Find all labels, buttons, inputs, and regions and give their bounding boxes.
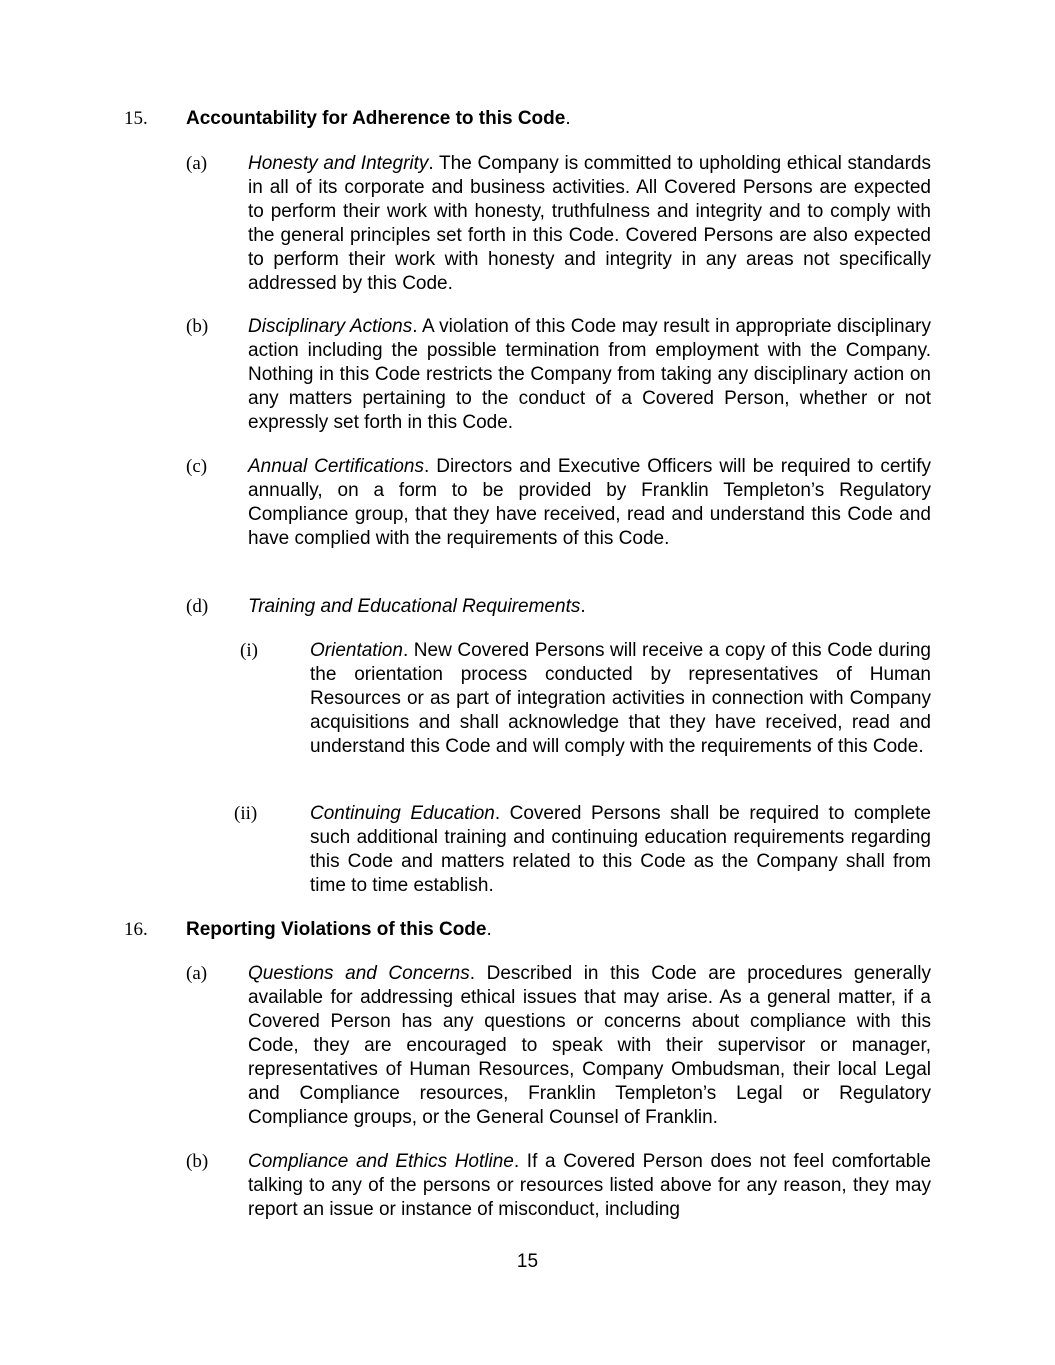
subitem-body: . New Covered Persons will receive a copy of this Code during the orientation process conducted by representatives of Human Resources or as part of integration activities in connection with Company acquisitions and shall acknowledge that they have received, read and understand this Code and will comply with the requirements of this Code.: [310, 640, 931, 757]
item-body: . Directors and Executive Officers will be required to certify annually, on a form to be provided by Franklin Templeton’s Regulatory Compliance group, that they have received, read and understand this Code and have complied with the requirements of this Code.: [248, 456, 931, 549]
subitem-body: . Covered Persons shall be required to complete such additional training and continuing education requirements regarding this Code and matters related to this Code as the Company shall from time to time establish.: [310, 803, 931, 896]
item-body: . If a Covered Person does not feel comfortable talking to any of the persons or resources listed above for any reason, they may report an issue or instance of misconduct, including: [248, 1151, 931, 1220]
page-number: 15: [516, 1251, 539, 1272]
item-label: (d): [186, 596, 209, 617]
item-label: (b): [186, 316, 209, 337]
subitem-label: (i): [240, 640, 258, 661]
section-16-item-a: [186, 962, 931, 1130]
item-label: (b): [186, 1151, 209, 1172]
item-lead: Honesty and Integrity: [248, 153, 429, 174]
item-text: [248, 152, 931, 296]
section-15-item-b: [186, 315, 931, 435]
section-number: 16.: [124, 919, 148, 940]
item-body: . A violation of this Code may result in appropriate disciplinary action including the possible termination from employment with the Company. Nothing in this Code restricts the Company from taking any disciplinary action on any matters pertaining to the conduct of a Covered Person, whether or not expressly set forth in this Code.: [248, 316, 931, 433]
section-15-item-d-ii: [186, 802, 931, 898]
section-15-item-d-i: [186, 639, 931, 783]
item-body: . Described in this Code are procedures generally available for addressing ethical issues that may arise. As a general matter, if a Covered Person has any questions or concerns about compliance with this Code, they are encouraged to speak with their supervisor or manager, representatives of Human Resources, Company Ombudsman, their local Legal and Compliance resources, Franklin Templeton’s Legal or Regulatory Compliance groups, or the General Counsel of Franklin.: [248, 963, 932, 1128]
item-text: [248, 595, 931, 619]
item-text: [248, 1150, 931, 1222]
item-lead: Annual Certifications: [248, 456, 424, 477]
subitem-text: [310, 639, 931, 759]
section-number: 15.: [124, 108, 148, 129]
section-15-item-a: [186, 152, 931, 296]
section-title: Accountability for Adherence to this Code.: [186, 108, 571, 129]
subitem-label: (ii): [234, 803, 258, 824]
item-lead: Compliance and Ethics Hotline: [248, 1151, 514, 1172]
subitem-lead: Continuing Education: [310, 803, 495, 824]
item-body: . The Company is committed to upholding ethical standards in all of its corporate and business activities. All Covered Persons are expected to perform their work with honesty, truthfulness and integrity and to comply with the general principles set forth in this Code. Covered Persons are also expected to perform their work with honesty and integrity in any areas not specifically addressed by this Code.: [248, 153, 932, 294]
item-label: (a): [186, 963, 208, 984]
item-text: [248, 455, 931, 551]
item-text: [248, 962, 931, 1130]
subitem-text: [310, 802, 931, 898]
item-lead: Questions and Concerns: [248, 963, 470, 984]
item-body: .: [580, 596, 586, 617]
item-lead: Training and Educational Requirements: [248, 596, 581, 617]
section-title: Reporting Violations of this Code.: [186, 919, 492, 940]
section-16-item-b: [186, 1150, 931, 1222]
item-label: (c): [186, 456, 208, 477]
item-text: [248, 315, 931, 435]
section-15-item-c: [186, 455, 931, 575]
item-label: (a): [186, 153, 208, 174]
section-15-item-d: [186, 595, 931, 619]
subitem-lead: Orientation: [310, 640, 403, 661]
item-lead: Disciplinary Actions: [248, 316, 413, 337]
